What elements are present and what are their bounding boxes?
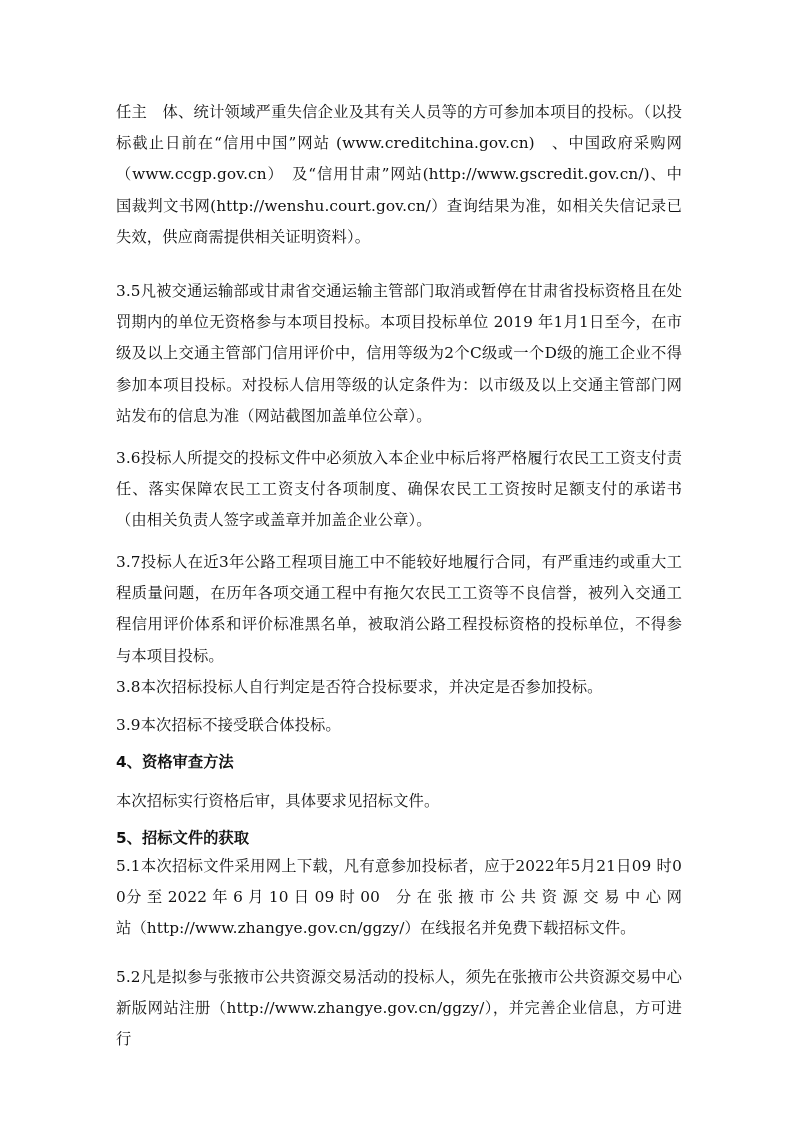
paragraph-5-2: 5.2凡是拟参与张掖市公共资源交易活动的投标人，须先在张掖市公共资源交易中心新版网站注册（http://www.zhangye.gov.cn/ggzy/），并完善企业信息，方可进行 bbox=[116, 968, 682, 1049]
paragraph-3-7: 3.7投标人在近3年公路工程项目施工中不能较好地履行合同，有严重违约或重大工程质量问题，在历年各项交通工程中有拖欠农民工工资等不良信誉，被列入交通工程信用评价体系和评价标准黑名单，被取消公路工程投标资格的投标单位，不得参与本项目投标。 bbox=[116, 553, 682, 665]
paragraph-3-6: 3.6投标人所提交的投标文件中必须放入本企业中标后将严格履行农民工工资支付责任、落实保障农民工工资支付各项制度、确保农民工工资按时足额支付的承诺书（由相关负责人签字或盖章并加盖企业公章）。 bbox=[116, 449, 682, 530]
paragraph-qualification-review: 本次招标实行资格后审，具体要求见招标文件。 bbox=[116, 792, 440, 810]
section-heading-obtain-documents: 5、招标文件的获取 bbox=[116, 829, 250, 847]
paragraph-5-1: 5.1本次招标文件采用网上下载，凡有意参加投标者，应于2022年5月21日09 时00分 至 2022 年 6 月 10 日 09 时 00 分 在 张 掖 市 公 共 资 源 交 易 中 心 网 站（http://www.zhangye.gov.cn/ggzy/）在线报名并免费下载招标文件。 bbox=[116, 857, 682, 938]
paragraph-3-9: 3.9本次招标不接受联合体投标。 bbox=[116, 716, 341, 734]
section-heading-qualification-review: 4、资格审查方法 bbox=[116, 753, 234, 771]
paragraph-3-8: 3.8本次招标投标人自行判定是否符合投标要求，并决定是否参加投标。 bbox=[116, 678, 603, 696]
paragraph-credit-check: 任主 体、统计领域严重失信企业及其有关人员等的方可参加本项目的投标。（以投标截止日前在“信用中国”网站 (www.creditchina.gov.cn) 、中国政府采购网（www.ccgp.gov.cn） 及“信用甘肃”网站(http://www.gscredit.gov.cn/)、中国裁判文书网(http://wenshu.court.gov.cn/）查询结果为准，如相关失信记录已失效，供应商需提供相关证明资料）。 bbox=[116, 103, 682, 246]
paragraph-3-5: 3.5凡被交通运输部或甘肃省交通运输主管部门取消或暂停在甘肃省投标资格且在处罚期内的单位无资格参与本项目投标。本项目投标单位 2019 年1月1日至今，在市级及以上交通主管部门信用评价中，信用等级为2个C级或一个D级的施工企业不得参加本项目投标。对投标人信用等级的认定条件为：以市级及以上交通主管部门网站发布的信息为准（网站截图加盖单位公章）。 bbox=[116, 282, 682, 425]
